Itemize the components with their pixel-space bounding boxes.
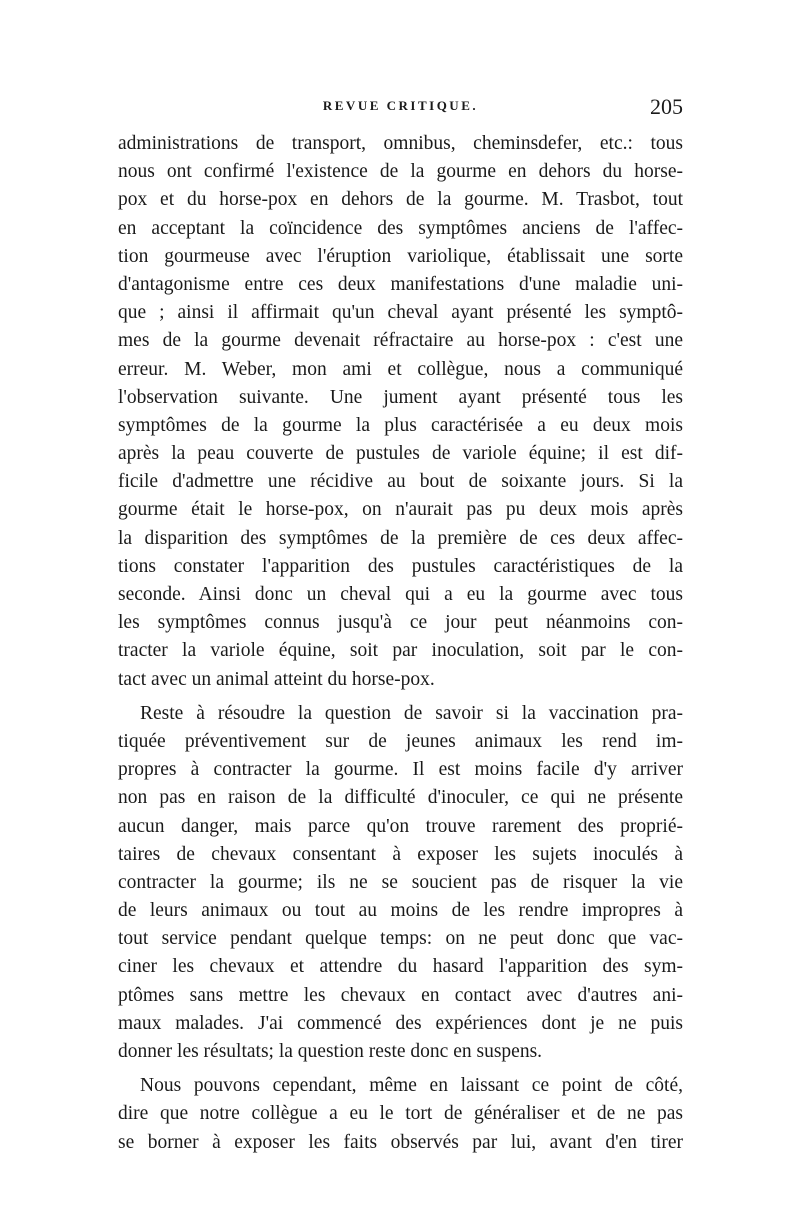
running-title: REVUE CRITIQUE. (322, 98, 479, 113)
body-text (118, 130, 683, 1157)
text-line: taires de chevaux consentant à exposer les sujets inoculés à (118, 843, 683, 865)
paragraph-1 (118, 130, 683, 694)
text-line: les symptômes connus jusqu'à ce jour peut néanmoins con- (118, 612, 683, 634)
text-line: tion gourmeuse avec l'éruption variolique, établissait une sorte (118, 245, 683, 267)
text-line: non pas en raison de la difficulté d'inoculer, ce qui ne présente (118, 787, 683, 809)
text-line: mes de la gourme devenait réfractaire au horse-pox : c'est une (118, 330, 683, 352)
paragraph-3 (118, 1072, 683, 1157)
text-line: propres à contracter la gourme. Il est moins facile d'y arriver (118, 759, 683, 781)
text-line: la disparition des symptômes de la première de ces deux affec- (118, 527, 683, 549)
text-line: contracter la gourme; ils ne se soucient pas de risquer la vie (118, 871, 683, 893)
text-line: maux malades. J'ai commencé des expériences dont je ne puis (118, 1012, 683, 1034)
text-line: symptômes de la gourme la plus caractérisée a eu deux mois (118, 414, 683, 436)
text-line: ficile d'admettre une récidive au bout de soixante jours. Si la (118, 471, 683, 493)
text-line: donner les résultats; la question reste donc en suspens. (118, 1041, 543, 1062)
text-line: d'antagonisme entre ces deux manifestations d'une maladie uni- (118, 273, 683, 295)
paragraph-2 (118, 700, 683, 1066)
text-line: seconde. Ainsi donc un cheval qui a eu la gourme avec tous (118, 584, 683, 605)
text-line: tact avec un animal atteint du horse-pox. (118, 668, 435, 690)
text-line: se borner à exposer les faits observés par lui, avant d'en tirer (118, 1131, 683, 1153)
text-line: Nous pouvons cependant, même en laissant ce point de côté, (140, 1075, 683, 1097)
text-line: administrations de transport, omnibus, cheminsdefer, etc.: tous (118, 133, 683, 154)
text-line: nous ont confirmé l'existence de la gourme en dehors du horse- (118, 161, 683, 183)
text-line: Reste à résoudre la question de savoir si la vaccination pra- (140, 702, 683, 724)
text-line: en acceptant la coïncidence des symptômes anciens de l'affec- (118, 217, 683, 239)
text-line: que ; ainsi il affirmait qu'un cheval ayant présenté les symptô- (118, 302, 683, 324)
text-line: ptômes sans mettre les chevaux en contact avec d'autres ani- (118, 984, 683, 1006)
text-line: tout service pendant quelque temps: on ne peut donc que vac- (118, 928, 683, 950)
text-line: tions constater l'apparition des pustules caractéristiques de la (118, 555, 683, 577)
text-line: ciner les chevaux et attendre du hasard l'apparition des sym- (118, 956, 683, 978)
text-line: tracter la variole équine, soit par inoculation, soit par le con- (118, 640, 683, 662)
text-line: erreur. M. Weber, mon ami et collègue, nous a communiqué (118, 358, 683, 380)
text-line: gourme était le horse-pox, on n'aurait pas pu deux mois après (118, 499, 683, 521)
text-line: pox et du horse-pox en dehors de la gourme. M. Trasbot, tout (118, 189, 683, 211)
text-line: l'observation suivante. Une jument ayant présenté tous les (118, 386, 683, 408)
running-head (118, 94, 683, 124)
text-line: dire que notre collègue a eu le tort de généraliser et de ne pas (118, 1103, 683, 1125)
page-number: 205 (650, 94, 683, 119)
text-line: aucun danger, mais parce qu'on trouve rarement des proprié- (118, 815, 683, 837)
text-line: de leurs animaux ou tout au moins de les rendre impropres à (118, 900, 683, 922)
text-line: tiquée préventivement sur de jeunes animaux les rend im- (118, 730, 683, 752)
text-line: après la peau couverte de pustules de variole équine; il est dif- (118, 443, 683, 465)
